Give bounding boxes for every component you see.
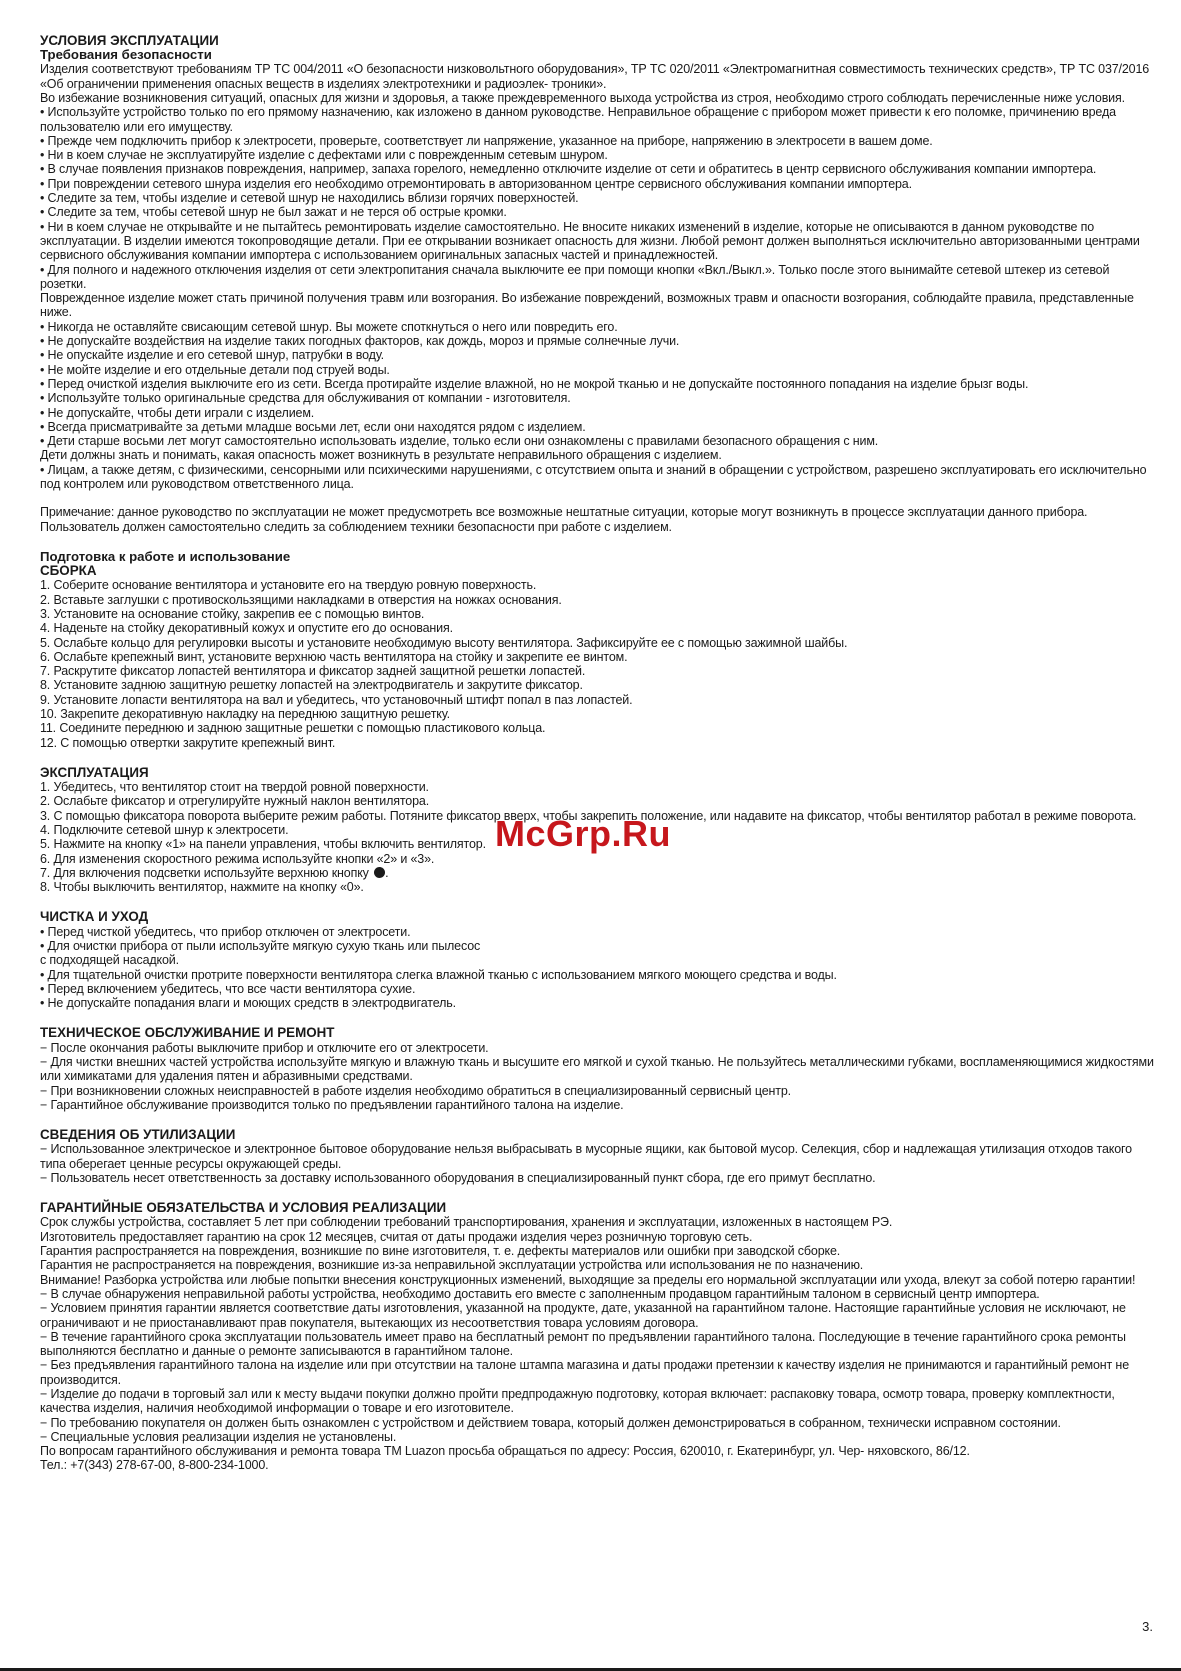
document-page [40, 34, 1154, 1489]
list-item: • Не опускайте изделие и его сетевой шнур, патрубки в воду. [40, 348, 384, 363]
list-item: 3. С помощью фиксатора поворота выберите режим работы. Потяните фиксатор вверх, чтобы закрепить положение, или надавите на фиксатор, чтобы вентилятор работал в режиме поворота. [40, 808, 1137, 823]
section-operating-conditions [40, 34, 1154, 534]
paragraph: Поврежденное изделие может стать причиной получения травм или возгорания. Во избежание повреждений, возможных травм и опасности возгорания, соблюдайте правила, представленные ниже. [40, 291, 1134, 320]
list-item: 1. Убедитесь, что вентилятор стоит на твердой ровной поверхности. [40, 780, 429, 795]
list-item: • Следите за тем, чтобы сетевой шнур не был зажат и не терся об острые кромки. [40, 205, 507, 220]
list-item: • Лицам, а также детям, с физическими, сенсорными или психическими нарушениями, с отсутствием опыта и знаний в обращении с устройством, разрешено эксплуатировать его исключительно под контролем или руководством ответственного лица. [40, 462, 1147, 492]
page-number: 3. [1142, 1619, 1153, 1634]
list-item: • Никогда не оставляйте свисающим сетевой шнур. Вы можете споткнуться о него или повредить его. [40, 319, 618, 334]
note-paragraph: Примечание: данное руководство по эксплуатации не может предусмотреть все возможные нештатные ситуации, которые могут возникнуть в процессе эксплуатации данного прибора. Пользователь должен самостоятельно следить за соблюдением техники безопасности при работе с изделием. [40, 505, 1088, 534]
list-item: • Перед очисткой изделия выключите его из сети. Всегда протирайте изделие влажной, но не мокрой тканью и не допускайте постоянного попадания на изделие брызг воды. [40, 376, 1029, 391]
list-item: 11. Соедините переднюю и заднюю защитные решетки с помощью пластикового кольца. [40, 721, 546, 736]
section-title: УСЛОВИЯ ЭКСПЛУАТАЦИИ [40, 33, 219, 48]
section-cleaning [40, 910, 1154, 1010]
list-item: • Прежде чем подключить прибор к электросети, проверьте, соответствует ли напряжение, указанное на приборе, напряжению в электросети в вашем доме. [40, 133, 933, 148]
list-item: с подходящей насадкой. [40, 953, 179, 968]
list-item: − По требованию покупателя он должен быть ознакомлен с устройством и действием товара, который должен демонстрироваться в собранном, технически исправном состоянии. [40, 1415, 1061, 1430]
paragraph: Внимание! Разборка устройства или любые попытки внесения конструкционных изменений, выходящие за пределы его нормальной эксплуатации или ухода, влекут за собой потерю гарантии! [40, 1272, 1136, 1287]
paragraph: Гарантия распространяется на повреждения, возникшие по вине изготовителя, т. е. дефекты материалов или ошибки при заводской сборке. [40, 1244, 841, 1259]
list-item: 2. Вставьте заглушки с противоскользящими накладками в отверстия на ножках основания. [40, 592, 562, 607]
section-title: ЭКСПЛУАТАЦИЯ [40, 764, 149, 780]
section-title: ТЕХНИЧЕСКОЕ ОБСЛУЖИВАНИЕ И РЕМОНТ [40, 1025, 335, 1041]
list-item: • Для тщательной очистки протрите поверхности вентилятора слегка влажной тканью с использованием мягкого моющего средства и воды. [40, 967, 837, 982]
list-item: • Дети старше восьми лет могут самостоятельно использовать изделие, только если они ознакомлены с правилами безопасного обращения с ним. [40, 434, 879, 449]
list-item: − Условием принятия гарантии является соответствие даты изготовления, указанной на продукте, дате, указанной на гарантийном талоне. Настоящие гарантийные условия не исключают, не ограничивают и не приостанавливают прав покупателя, вытекающих из несоответствия товара условиям договора. [40, 1301, 1126, 1330]
list-item: 9. Установите лопасти вентилятора на вал и убедитесь, что установочный штифт попал в паз лопастей. [40, 692, 633, 707]
paragraph: Дети должны знать и понимать, какая опасность может возникнуть в результате неправильного обращения с изделием. [40, 448, 722, 463]
section-subtitle: СБОРКА [40, 563, 97, 579]
contact-phone: Тел.: +7(343) 278-67-00, 8-800-234-1000. [40, 1458, 269, 1473]
section-title: ЧИСТКА И УХОД [40, 909, 149, 925]
list-item: 2. Ослабьте фиксатор и отрегулируйте нужный наклон вентилятора. [40, 794, 430, 809]
list-item-text: 7. Для включения подсветки используйте верхнюю кнопку [40, 865, 369, 880]
list-item: • При повреждении сетевого шнура изделия его необходимо отремонтировать в авторизованном центре сервисного обслуживания компании импортера. [40, 176, 912, 191]
list-item: • Для полного и надежного отключения изделия от сети электропитания сначала выключите ее при помощи кнопки «Вкл./Выкл.». Только после этого вынимайте сетевой штекер из сетевой розетки. [40, 262, 1110, 291]
list-item: • Не допускайте попадания влаги и моющих средств в электродвигатель. [40, 996, 456, 1011]
list-item: 3. Установите на основание стойку, закрепив ее с помощью винтов. [40, 606, 425, 621]
list-item [40, 866, 1154, 880]
list-item: • Ни в коем случае не эксплуатируйте изделие с дефектами или с поврежденным сетевым шнуром. [40, 148, 608, 163]
list-item: • Следите за тем, чтобы изделие и сетевой шнур не находились вблизи горячих поверхностей. [40, 191, 579, 206]
list-item: − Специальные условия реализации изделия не установлены. [40, 1429, 397, 1444]
section-subtitle: Требования безопасности [40, 47, 212, 63]
list-item: 6. Для изменения скоростного режима используйте кнопки «2» и «3». [40, 851, 435, 866]
contact-address: По вопросам гарантийного обслуживания и ремонта товара ТМ Luazon просьба обращаться по адресу: Россия, 620010, г. Екатеринбург, ул. Чер- няховского, 86/12. [40, 1444, 970, 1459]
light-button-icon [374, 867, 385, 878]
section-title: СВЕДЕНИЯ ОБ УТИЛИЗАЦИИ [40, 1127, 236, 1143]
watermark-text: McGrp.Ru [495, 813, 672, 854]
list-item: − При возникновении сложных неисправностей в работе изделия необходимо обратиться в специализированный сервисный центр. [40, 1083, 791, 1098]
paragraph: Гарантия не распространяется на повреждения, возникшие из-за неправильной эксплуатации устройства или использования не по назначению. [40, 1258, 864, 1273]
list-item: • Для очистки прибора от пыли используйте мягкую сухую ткань или пылесос [40, 938, 481, 953]
section-warranty [40, 1201, 1154, 1473]
list-item: 4. Подключите сетевой шнур к электросети. [40, 822, 289, 837]
section-title: Подготовка к работе и использование [40, 548, 291, 564]
section-assembly [40, 550, 1154, 750]
list-item: − Для чистки внешних частей устройства используйте мягкую и влажную ткань и высушите его мягкой и сухой тканью. Не пользуйтесь металлическими губками, воспламеняющимися жидкостями или химикатами для удаления пятен и абразивными средствами. [40, 1054, 1154, 1084]
list-item: 10. Закрепите декоративную накладку на переднюю защитную решетку. [40, 706, 450, 721]
section-maintenance [40, 1026, 1154, 1112]
list-item: • В случае появления признаков повреждения, например, запаха горелого, немедленно отключите изделие от сети и обратитесь в центр сервисного обслуживания компании импортера. [40, 162, 1097, 177]
list-item: • Перед включением убедитесь, что все части вентилятора сухие. [40, 981, 416, 996]
paragraph: Срок службы устройства, составляет 5 лет при соблюдении требований транспортирования, хранения и эксплуатации, изложенных в настоящем РЭ. [40, 1215, 893, 1230]
list-item: − Гарантийное обслуживание производится только по предъявлении гарантийного талона на изделие. [40, 1097, 624, 1112]
list-item: 1. Соберите основание вентилятора и установите его на твердую ровную поверхность. [40, 578, 537, 593]
list-item: − Пользователь несет ответственность за доставку использованного оборудования в специализированный пункт сбора, где его примут бесплатно. [40, 1170, 876, 1185]
list-item: − Использованное электрическое и электронное бытовое оборудование нельзя выбрасывать в мусорные ящики, как бытовой мусор. Селекция, сбор и надлежащая утилизация отходов такого типа оберегает ценные ресурсы окружающей среды. [40, 1142, 1132, 1171]
paragraph: Во избежание возникновения ситуаций, опасных для жизни и здоровья, а также преждевременного выхода устройства из строя, необходимо строго соблюдать перечисленные ниже условия. [40, 91, 1125, 105]
section-disposal [40, 1128, 1154, 1185]
list-item: 8. Чтобы выключить вентилятор, нажмите на кнопку «0». [40, 880, 364, 895]
list-item: − В случае обнаружения неправильной работы устройства, необходимо доставить его вместе с заполненным продавцом гарантийным талоном в сервисный центр импортера. [40, 1286, 1040, 1301]
list-item: • Всегда присматривайте за детьми младше восьми лет, если они находятся рядом с изделием. [40, 419, 586, 434]
list-item: • Ни в коем случае не открывайте и не пытайтесь ремонтировать изделие самостоятельно. Не вносите никаких изменений в изделие, которые не описываются в данном руководстве по эксплуатации. В изделии имеются токопроводящие детали. При ее открывании возникает опасность для жизни. Любой ремонт должен выполняться исключительно авторизованными центрами сервисного обслуживания компании импортера с использованием оригинальных запасных частей и принадлежностей. [40, 219, 1140, 263]
list-item: 5. Нажмите на кнопку «1» на панели управления, чтобы включить вентилятор. [40, 837, 486, 852]
list-item: 4. Наденьте на стойку декоративный кожух и опустите его до основания. [40, 621, 453, 636]
section-title: ГАРАНТИЙНЫЕ ОБЯЗАТЕЛЬСТВА И УСЛОВИЯ РЕАЛИЗАЦИИ [40, 1200, 447, 1216]
list-item: • Не допускайте, чтобы дети играли с изделием. [40, 405, 315, 420]
list-item: • Не мойте изделие и его отдельные детали под струей воды. [40, 362, 390, 377]
paragraph: Изделия соответствуют требованиям ТР ТС 004/2011 «О безопасности низковольтного оборудования», ТР ТС 020/2011 «Электромагнитная совместимость технических средств», ТР ТС 037/2016 «Об ограничении применения опасных веществ в изделиях электротехники и радиоэлек- троники». [40, 62, 1150, 91]
list-item: − После окончания работы выключите прибор и отключите его от электросети. [40, 1040, 489, 1055]
paragraph: Изготовитель предоставляет гарантию на срок 12 месяцев, считая от даты продажи изделия через розничную торговую сеть. [40, 1229, 753, 1244]
list-item: • Не допускайте воздействия на изделие таких погодных факторов, как дождь, мороз и прямые солнечные лучи. [40, 334, 680, 349]
list-item: 12. С помощью отвертки закрутите крепежный винт. [40, 735, 336, 750]
list-item: − Изделие до подачи в торговый зал или к месту выдачи покупки должно пройти предпродажную подготовку, которая включает: распаковку товара, осмотр товара, проверку комплектности, качества изделия, наличия необходимой информации о товаре и его изготовителе. [40, 1386, 1115, 1416]
list-item: • Перед чисткой убедитесь, что прибор отключен от электросети. [40, 924, 411, 939]
list-item: • Используйте устройство только по его прямому назначению, как изложено в данном руководстве. Неправильное обращение с прибором может привести к его поломке, причинению вреда пользователю или его имуществу. [40, 105, 1116, 134]
list-item: − В течение гарантийного срока эксплуатации пользователь имеет право на бесплатный ремонт по предъявлении гарантийного талона. Последующие в течение гарантийного срока ремонты выполняются бесплатно и данные о ремонте записываются в гарантийном талоне. [40, 1329, 1126, 1359]
list-item: • Используйте только оригинальные средства для обслуживания от компании - изготовителя. [40, 391, 571, 406]
list-item: 5. Ослабьте кольцо для регулировки высоты и установите необходимую высоту вентилятора. Зафиксируйте ее с помощью зажимной шайбы. [40, 635, 848, 650]
list-item: 6. Ослабьте крепежный винт, установите верхнюю часть вентилятора на стойку и закрепите ее винтом. [40, 649, 628, 664]
list-item: − Без предъявления гарантийного талона на изделие или при отсутствии на талоне штампа магазина и даты продажи претензии к качеству изделия не принимаются и гарантийный ремонт не производится. [40, 1358, 1129, 1387]
list-item: 7. Раскрутите фиксатор лопастей вентилятора и фиксатор задней защитной решетки лопастей. [40, 664, 586, 679]
list-item-end: . [385, 865, 389, 880]
list-item: 8. Установите заднюю защитную решетку лопастей на электродвигатель и закрутите фиксатор. [40, 678, 583, 693]
